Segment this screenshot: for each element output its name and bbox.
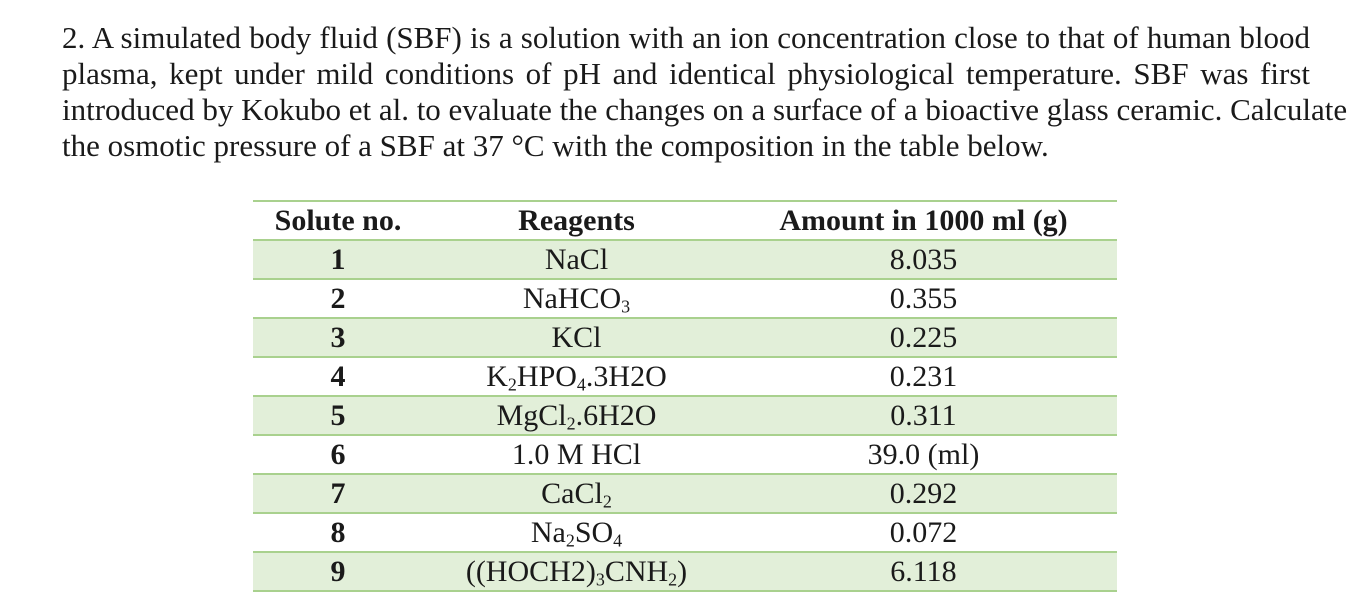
amount: 0.231 bbox=[730, 357, 1117, 396]
solute-no: 5 bbox=[253, 396, 423, 435]
formula-text: .6H2O bbox=[575, 399, 657, 432]
table-row bbox=[253, 513, 1117, 552]
reagent-formula bbox=[423, 474, 730, 513]
formula-text: KCl bbox=[551, 321, 602, 354]
reagent-formula bbox=[423, 513, 730, 552]
table-row bbox=[253, 474, 1117, 513]
table-row bbox=[253, 357, 1117, 396]
table-row bbox=[253, 279, 1117, 318]
amount: 0.355 bbox=[730, 279, 1117, 318]
formula-text: ) bbox=[677, 555, 688, 588]
reagent-formula bbox=[423, 318, 730, 357]
solute-no: 6 bbox=[253, 435, 423, 474]
reagent-formula bbox=[423, 552, 730, 591]
header-solute-no: Solute no. bbox=[253, 201, 423, 240]
formula-subscript: 2 bbox=[602, 491, 612, 512]
formula-subscript: 2 bbox=[507, 374, 517, 395]
solute-no: 3 bbox=[253, 318, 423, 357]
solute-no: 4 bbox=[253, 357, 423, 396]
header-reagents: Reagents bbox=[423, 201, 730, 240]
table-row bbox=[253, 240, 1117, 279]
amount: 0.311 bbox=[730, 396, 1117, 435]
reagent-formula bbox=[423, 357, 730, 396]
formula-text: SO bbox=[574, 516, 614, 549]
amount: 0.292 bbox=[730, 474, 1117, 513]
formula-text: NaHCO bbox=[522, 282, 622, 315]
reagent-formula bbox=[423, 279, 730, 318]
formula-subscript: 4 bbox=[576, 374, 586, 395]
header-amount: Amount in 1000 ml (g) bbox=[730, 201, 1117, 240]
formula-text: HPO bbox=[516, 360, 577, 393]
amount: 6.118 bbox=[730, 552, 1117, 591]
solute-no: 8 bbox=[253, 513, 423, 552]
table-row bbox=[253, 396, 1117, 435]
amount: 39.0 (ml) bbox=[730, 435, 1117, 474]
table-row bbox=[253, 435, 1117, 474]
solute-no: 7 bbox=[253, 474, 423, 513]
reagent-formula bbox=[423, 396, 730, 435]
question-line: introduced by Kokubo et al. to evaluate the changes on a surface of a bioactive glass ceramic. Calculate bbox=[62, 92, 1348, 127]
formula-text: Na bbox=[530, 516, 566, 549]
formula-subscript: 2 bbox=[668, 569, 678, 590]
formula-text: NaCl bbox=[544, 243, 609, 276]
reagent-formula bbox=[423, 240, 730, 279]
amount: 8.035 bbox=[730, 240, 1117, 279]
formula-subscript: 4 bbox=[613, 530, 623, 551]
formula-text: CNH bbox=[604, 555, 669, 588]
formula-subscript: 2 bbox=[566, 413, 576, 434]
formula-text: CaCl bbox=[541, 477, 603, 510]
formula-text: 1.0 M HCl bbox=[511, 438, 642, 471]
table-row bbox=[253, 318, 1117, 357]
sbf-composition-table bbox=[253, 200, 1117, 592]
question-line: 2. A simulated body fluid (SBF) is a solution with an ion concentration close to that of human blood bbox=[62, 20, 1310, 55]
solute-no: 1 bbox=[253, 240, 423, 279]
formula-text: MgCl bbox=[496, 399, 567, 432]
question-line: plasma, kept under mild conditions of pH and identical physiological temperature. SBF was first bbox=[62, 56, 1310, 91]
solute-no: 9 bbox=[253, 552, 423, 591]
formula-subscript: 3 bbox=[621, 296, 631, 317]
question-text bbox=[62, 20, 1348, 164]
formula-subscript: 2 bbox=[565, 530, 575, 551]
reagent-formula bbox=[423, 435, 730, 474]
table-row bbox=[253, 552, 1117, 591]
solute-no: 2 bbox=[253, 279, 423, 318]
question-line: the osmotic pressure of a SBF at 37 °C with the composition in the table below. bbox=[62, 128, 1049, 163]
amount: 0.072 bbox=[730, 513, 1117, 552]
formula-text: .3H2O bbox=[585, 360, 667, 393]
formula-text: K bbox=[486, 360, 508, 393]
amount: 0.225 bbox=[730, 318, 1117, 357]
table-header-row bbox=[253, 201, 1117, 240]
formula-subscript: 3 bbox=[595, 569, 605, 590]
formula-text: ((HOCH2) bbox=[465, 555, 596, 588]
